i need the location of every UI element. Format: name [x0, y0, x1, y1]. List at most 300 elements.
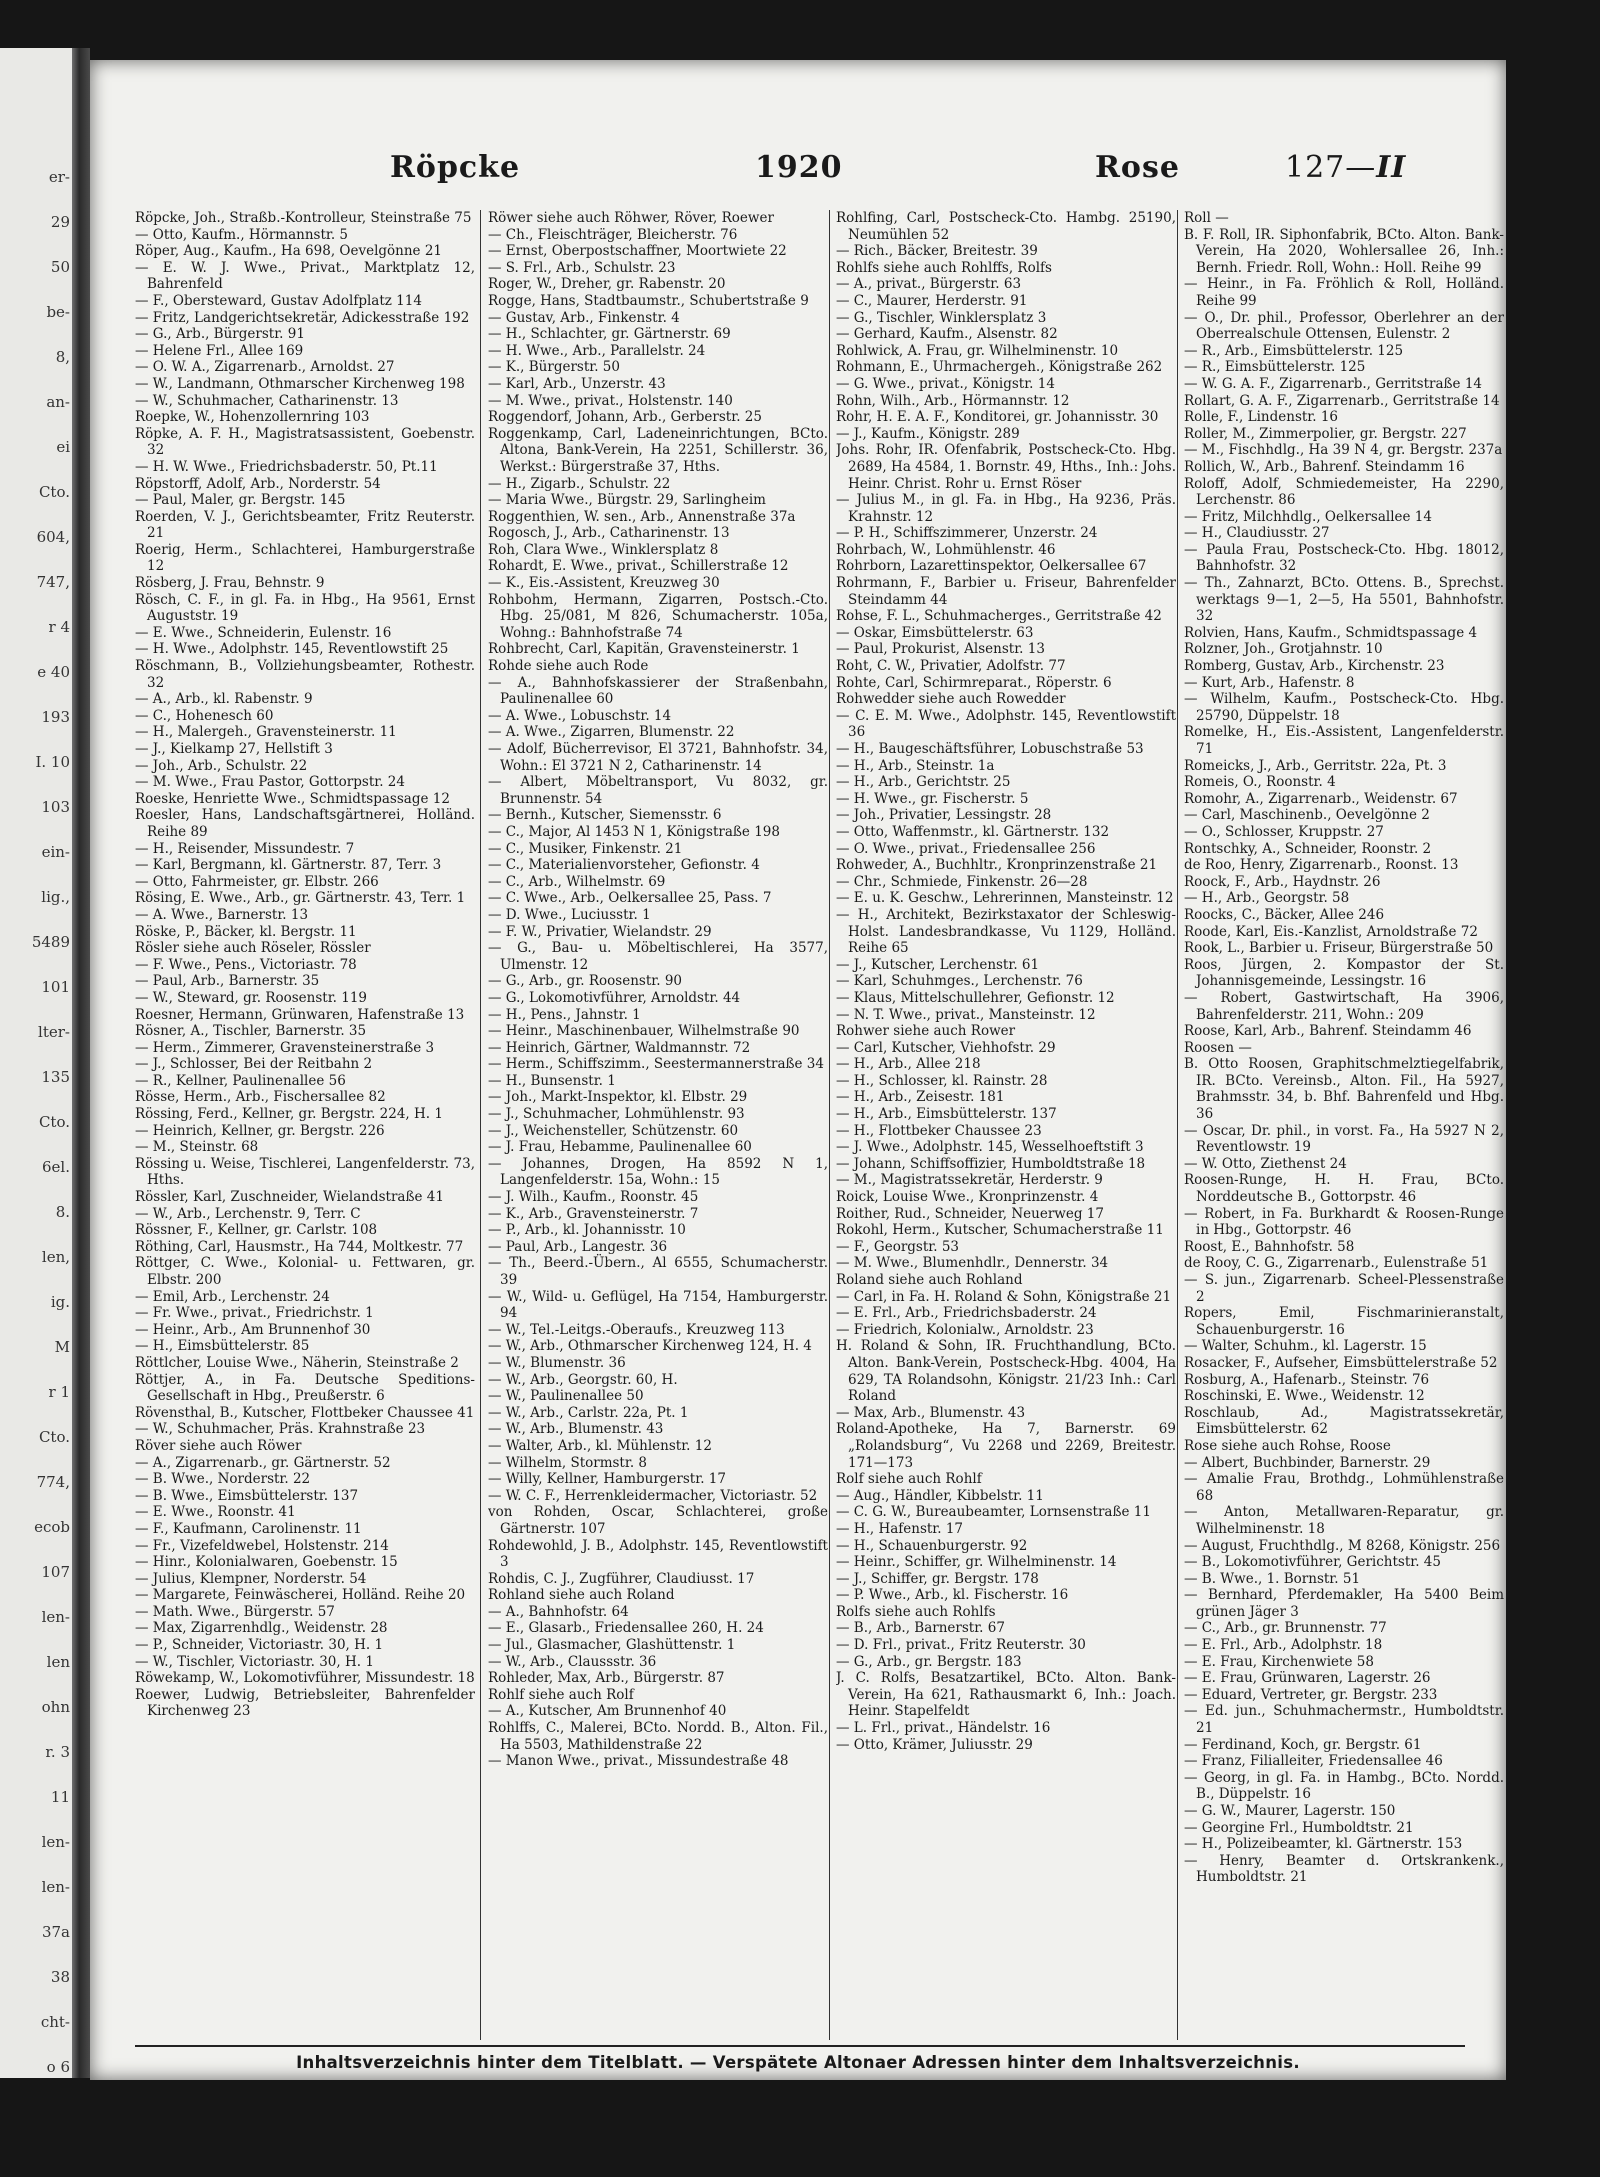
previous-page-fragment: len- — [41, 1608, 70, 1626]
directory-entry: — S. jun., Zigarrenarb. Scheel-Plessenstraße 2 — [1184, 1272, 1504, 1305]
directory-entry: — Joh., Markt-Inspektor, kl. Elbstr. 29 — [488, 1089, 748, 1106]
directory-entry: — A. Wwe., Lobuschstr. 14 — [488, 707, 672, 724]
column-2 — [488, 210, 828, 2050]
directory-entry: Romohr, A., Zigarrenarb., Weidenstr. 67 — [1184, 790, 1458, 807]
directory-entry: — Helene Frl., Allee 169 — [135, 342, 304, 359]
directory-entry: Rohardt, E. Wwe., privat., Schillerstraße 12 — [488, 558, 789, 575]
directory-entry: — H., Arb., Steinstr. 1a — [836, 757, 995, 774]
directory-entry: — D. Frl., privat., Fritz Reuterstr. 30 — [836, 1637, 1086, 1654]
directory-entry: — W., Blumenstr. 36 — [488, 1354, 626, 1371]
directory-entry: Roll — — [1184, 210, 1229, 226]
directory-entry: Rohrmann, F., Barbier u. Friseur, Bahrenfelder Steindamm 44 — [836, 575, 1176, 608]
previous-page-fragment: cht- — [40, 2013, 70, 2031]
directory-entry: — J., Schuhmacher, Lohmühlenstr. 93 — [488, 1106, 745, 1123]
directory-entry: Roerden, V. J., Gerichtsbeamter, Fritz Reuterstr. 21 — [135, 508, 475, 542]
header-year: 1920 — [755, 150, 843, 185]
previous-page-fragment: len- — [41, 1833, 70, 1851]
previous-page-fragment: Cto. — [38, 483, 70, 501]
directory-entry: Röwer siehe auch Röhwer, Röver, Roewer — [488, 210, 774, 226]
directory-entry: — H. Wwe., gr. Fischerstr. 5 — [836, 790, 1029, 807]
directory-entry: — E. u. K. Geschw., Lehrerinnen, Mansteinstr. 12 — [836, 890, 1174, 907]
directory-entry: — Otto, Waffenmstr., kl. Gärtnerstr. 132 — [836, 823, 1110, 840]
directory-entry: Roller, M., Zimmerpolier, gr. Bergstr. 227 — [1184, 425, 1467, 442]
directory-entry: — A., Arb., kl. Rabenstr. 9 — [135, 691, 313, 708]
directory-entry: Romberg, Gustav, Arb., Kirchenstr. 23 — [1184, 658, 1445, 675]
directory-entry: — Franz, Filialleiter, Friedensallee 46 — [1184, 1753, 1443, 1770]
directory-entry: Roos, Jürgen, 2. Kompastor der St. Johannisgemeinde, Lessingstr. 16 — [1184, 956, 1504, 990]
directory-entry: — H., Bunsenstr. 1 — [488, 1072, 616, 1089]
directory-entry: — F., Kaufmann, Carolinenstr. 11 — [135, 1520, 362, 1537]
directory-entry: — W., Steward, gr. Roosenstr. 119 — [135, 989, 368, 1006]
directory-entry: Roh, Clara Wwe., Winklersplatz 8 — [488, 541, 719, 558]
directory-entry: Rolfs siehe auch Rohlfs — [836, 1603, 996, 1620]
directory-entry: — C., Maurer, Herderstr. 91 — [836, 292, 1028, 309]
directory-entry: — Julius M., in gl. Fa. in Hbg., Ha 9236, Präs. Krahnstr. 12 — [836, 492, 1176, 525]
directory-entry: — Henry, Beamter d. Ortskrankenk., Humboldtstr. 21 — [1184, 1852, 1504, 1886]
directory-entry: Roesler, Hans, Landschaftsgärtnerei, Holländ. Reihe 89 — [135, 807, 475, 840]
directory-entry: Rook, L., Barbier u. Friseur, Bürgerstraße 50 — [1184, 940, 1494, 957]
previous-page-fragment: I. 10 — [35, 753, 70, 771]
directory-entry: — Georg, in gl. Fa. in Hambg., BCto. Nordd. B., Düppelstr. 16 — [1184, 1769, 1504, 1803]
directory-entry: Rohte, Carl, Schirmreparat., Röperstr. 6 — [836, 674, 1112, 691]
directory-entry: — Johann, Schiffsoffizier, Humboldtstraße 18 — [836, 1155, 1146, 1172]
directory-entry: — P. H., Schiffszimmerer, Unzerstr. 24 — [836, 525, 1098, 542]
directory-entry: — Fritz, Landgerichtsekretär, Adickesstraße 192 — [135, 309, 470, 326]
previous-page-fragment: e 40 — [37, 663, 70, 681]
directory-entry: — E. Frl., Arb., Friedrichsbaderstr. 24 — [836, 1305, 1097, 1322]
directory-entry: Rohrbach, W., Lohmühlenstr. 46 — [836, 541, 1056, 558]
previous-page-fragment: r 4 — [48, 618, 70, 636]
previous-page-fragment: Cto. — [38, 1428, 70, 1446]
directory-entry: Röschmann, B., Vollziehungsbeamter, Rothestr. 32 — [135, 658, 475, 691]
directory-entry: — H., Schlachter, gr. Gärtnerstr. 69 — [488, 326, 731, 343]
directory-entry: — Bernhard, Pferdemakler, Ha 5400 Beim grünen Jäger 3 — [1184, 1587, 1504, 1620]
directory-entry: — Aug., Händler, Kibbelstr. 11 — [836, 1487, 1044, 1504]
directory-entry: — F., Obersteward, Gustav Adolfplatz 114 — [135, 292, 422, 309]
directory-entry: Rohlf siehe auch Rolf — [488, 1686, 634, 1703]
directory-entry: — Th., Beerd.-Übern., Al 6555, Schumacherstr. 39 — [488, 1255, 828, 1288]
directory-entry: — Georgine Frl., Humboldtstr. 21 — [1184, 1819, 1414, 1836]
directory-entry: — Wilhelm, Stormstr. 8 — [488, 1454, 648, 1471]
directory-entry: Röwekamp, W., Lokomotivführer, Missundestr. 18 — [135, 1670, 475, 1687]
previous-page-fragment: 8, — [55, 348, 70, 366]
directory-entry: — Fr., Vizefeldwebel, Holstenstr. 214 — [135, 1537, 389, 1554]
previous-page-fragment: 6el. — [42, 1158, 70, 1176]
directory-entry: — H., Flottbeker Chaussee 23 — [836, 1122, 1042, 1139]
directory-entry: — E. W. J. Wwe., Privat., Marktplatz 12, Bahrenfeld — [135, 259, 475, 293]
directory-entry: — Heinr., Arb., Am Brunnenhof 30 — [135, 1321, 371, 1338]
directory-entry: — W., Tischler, Victoriastr. 30, H. 1 — [135, 1653, 374, 1670]
previous-page-fragment: o 6 — [46, 2058, 70, 2076]
previous-page-fragment: 29 — [50, 213, 70, 231]
previous-page-fragment: lter- — [38, 1023, 70, 1041]
directory-entry: — F. Wwe., Pens., Victoriastr. 78 — [135, 956, 357, 973]
directory-entry: — Friedrich, Kolonialw., Arnoldstr. 23 — [836, 1321, 1094, 1338]
directory-entry: Roggenkamp, Carl, Ladeneinrichtungen, BCto. Altona, Bank-Verein, Ha 2251, Schillerstr. 36, Werkst.: Bürgerstraße 37, Hths. — [488, 425, 828, 475]
directory-entry: Rössler, Karl, Zuschneider, Wielandstraße 41 — [135, 1189, 444, 1206]
directory-entry: Roode, Karl, Eis.-Kanzlist, Arnoldstraße 72 — [1184, 923, 1478, 940]
directory-entry: Röver siehe auch Röwer — [135, 1437, 302, 1454]
directory-entry: — Robert, Gastwirtschaft, Ha 3906, Bahrenfelderstr. 211, Wohn.: 209 — [1184, 989, 1504, 1023]
directory-entry: — J. Wilh., Kaufm., Roonstr. 45 — [488, 1189, 699, 1206]
directory-entry: Romeis, O., Roonstr. 4 — [1184, 774, 1336, 791]
directory-entry: — M. Wwe., Blumenhdlr., Dennerstr. 34 — [836, 1255, 1109, 1272]
previous-page-fragment: 101 — [41, 978, 70, 996]
previous-page-fragment: ohn — [41, 1698, 70, 1716]
directory-entry: — A., Zigarrenarb., gr. Gärtnerstr. 52 — [135, 1454, 391, 1471]
directory-entry: — Karl, Bergmann, kl. Gärtnerstr. 87, Terr. 3 — [135, 857, 442, 874]
directory-entry: — Herm., Schiffszimm., Seestermannerstraße 34 — [488, 1056, 824, 1073]
directory-entry: — H. W. Wwe., Friedrichsbaderstr. 50, Pt.11 — [135, 458, 438, 475]
directory-entry: Roosen-Runge, H. H. Frau, BCto. Norddeutsche B., Gottorpstr. 46 — [1184, 1172, 1504, 1206]
directory-entry: Röttger, C. Wwe., Kolonial- u. Fettwaren, gr. Elbstr. 200 — [135, 1255, 475, 1288]
directory-entry: Rohbrecht, Carl, Kapitän, Gravensteinerstr. 1 — [488, 641, 800, 658]
directory-entry: Roeske, Henriette Wwe., Schmidtspassage 12 — [135, 790, 450, 807]
directory-entry: — G., Tischler, Winklersplatz 3 — [836, 309, 1047, 326]
previous-page-fragment: 8. — [55, 1203, 70, 1221]
previous-page-edge — [0, 48, 72, 2078]
directory-entry: — Ferdinand, Koch, gr. Bergstr. 61 — [1184, 1736, 1422, 1753]
directory-entry: Röpke, A. F. H., Magistratsassistent, Goebenstr. 32 — [135, 425, 475, 459]
directory-entry: — Oskar, Eimsbüttelerstr. 63 — [836, 624, 1034, 641]
directory-entry: — Robert, in Fa. Burkhardt & Roosen-Runge in Hbg., Gottorpstr. 46 — [1184, 1205, 1504, 1239]
directory-entry: — H., Malergeh., Gravensteinerstr. 11 — [135, 724, 397, 741]
directory-entry: — M. Wwe., privat., Holstenstr. 140 — [488, 392, 733, 409]
directory-entry: — W. Otto, Ziethenst 24 — [1184, 1155, 1347, 1172]
directory-entry: — B. Wwe., Norderstr. 22 — [135, 1471, 311, 1488]
directory-entry: — H., Zigarb., Schulstr. 22 — [488, 475, 671, 492]
directory-entry: — H., Arb., Eimsbüttelerstr. 137 — [836, 1106, 1057, 1123]
directory-entry: — E., Glasarb., Friedensallee 260, H. 24 — [488, 1620, 764, 1637]
directory-entry: — Joh., Privatier, Lessingstr. 28 — [836, 807, 1052, 824]
directory-entry: Roschinski, E. Wwe., Weidenstr. 12 — [1184, 1388, 1425, 1405]
directory-entry: — Amalie Frau, Brothdg., Lohmühlenstraße 68 — [1184, 1471, 1504, 1504]
previous-page-fragment: 37a — [41, 1923, 70, 1941]
directory-entry: — G., Bau- u. Möbeltischlerei, Ha 3577, Ulmenstr. 12 — [488, 940, 828, 973]
directory-entry: — C., Arb., Wilhelmstr. 69 — [488, 873, 666, 890]
directory-entry: — H., Architekt, Bezirkstaxator der Schleswig-Holst. Landesbrandkasse, Vu 1129, Holländ. Reihe 65 — [836, 906, 1176, 957]
directory-entry: — Otto, Fahrmeister, gr. Elbstr. 266 — [135, 873, 379, 890]
directory-entry: — Albert, Buchbinder, Barnerstr. 29 — [1184, 1454, 1431, 1471]
directory-entry: — C., Materialienvorsteher, Gefionstr. 4 — [488, 857, 760, 874]
directory-entry: B. F. Roll, IR. Siphonfabrik, BCto. Alton. Bank-Verein, Ha 2020, Wohlersallee 26, Inh.: Bernh. Friedr. Roll, Wohn.: Holl. Reihe 99 — [1184, 226, 1504, 276]
directory-entry: — A., privat., Bürgerstr. 63 — [836, 276, 1022, 293]
directory-entry: — G., Lokomotivführer, Arnoldstr. 44 — [488, 989, 741, 1006]
page-footer: Inhaltsverzeichnis hinter dem Titelblatt. — Verspätete Altonaer Adressen hinter dem Inhaltsverzeichnis. — [296, 2053, 1300, 2072]
previous-page-fragment: 5489 — [31, 933, 70, 951]
directory-entry: — E. Wwe., Roonstr. 41 — [135, 1504, 296, 1521]
directory-entry: — H., Claudiusstr. 27 — [1184, 525, 1330, 542]
directory-entry: — E. Frau, Kirchenwiete 58 — [1184, 1653, 1374, 1670]
directory-entry: Rohse, F. L., Schuhmacherges., Gerritstraße 42 — [836, 608, 1162, 625]
previous-page-fragment: er- — [48, 168, 70, 186]
directory-entry: — O. Wwe., privat., Friedensallee 256 — [836, 840, 1096, 857]
directory-entry: — J., Kutscher, Lerchenstr. 61 — [836, 956, 1040, 973]
directory-entry: — W., Arb., Claussstr. 36 — [488, 1653, 657, 1670]
directory-entry: — W., Landmann, Othmarscher Kirchenweg 198 — [135, 375, 465, 392]
directory-entry: — Maria Wwe., Bürgstr. 29, Sarlingheim — [488, 492, 766, 509]
column-divider — [1177, 210, 1178, 2040]
directory-entry: Rolvien, Hans, Kaufm., Schmidtspassage 4 — [1184, 624, 1478, 641]
directory-entry: — A., Bahnhofstr. 64 — [488, 1603, 629, 1620]
directory-entry: Roither, Rud., Schneider, Neuerweg 17 — [836, 1205, 1104, 1222]
directory-entry: — H., Polizeibeamter, kl. Gärtnerstr. 153 — [1184, 1836, 1463, 1853]
directory-entry: — H., Arb., Gerichtstr. 25 — [836, 774, 1011, 791]
directory-entry: — Carl, in Fa. H. Roland & Sohn, Königstraße 21 — [836, 1288, 1172, 1305]
directory-entry: Roepke, W., Hohenzollernring 103 — [135, 409, 370, 426]
directory-entry: — Fr. Wwe., privat., Friedrichstr. 1 — [135, 1305, 374, 1322]
directory-entry: — C. Wwe., Arb., Oelkersallee 25, Pass. 7 — [488, 890, 772, 907]
column-1 — [135, 210, 475, 2050]
directory-entry: — H., Arb., Georgstr. 58 — [1184, 890, 1350, 907]
column-divider — [480, 210, 481, 2040]
directory-entry: — Math. Wwe., Bürgerstr. 57 — [135, 1603, 335, 1620]
directory-entry: — H. Wwe., Adolphstr. 145, Reventlowstift 25 — [135, 641, 449, 658]
previous-page-fragment: len, — [41, 1248, 70, 1266]
directory-entry: — W., Arb., Blumenstr. 43 — [488, 1421, 664, 1438]
directory-entry: — Heinr., Maschinenbauer, Wilhelmstraße 90 — [488, 1023, 800, 1040]
directory-entry: Roger, W., Dreher, gr. Rabenstr. 20 — [488, 276, 726, 293]
directory-entry: — G., Arb., gr. Roosenstr. 90 — [488, 973, 682, 990]
directory-entry: Roggendorf, Johann, Arb., Gerberstr. 25 — [488, 409, 762, 426]
directory-entry: Röske, P., Bäcker, kl. Bergstr. 11 — [135, 923, 357, 940]
header-last-name: Rose — [1095, 150, 1180, 185]
directory-entry: — Eduard, Vertreter, gr. Bergstr. 233 — [1184, 1686, 1438, 1703]
directory-entry: — C. G. W., Bureaubeamter, Lornsenstraße 11 — [836, 1504, 1151, 1521]
previous-page-fragment: ig. — [50, 1293, 70, 1311]
directory-entry: — R., Eimsbüttelerstr. 125 — [1184, 359, 1366, 376]
directory-entry: — Adolf, Bücherrevisor, El 3721, Bahnhofstr. 34, Wohn.: El 3721 N 2, Catharinenstr. 14 — [488, 741, 828, 774]
directory-entry: — Herm., Zimmerer, Gravensteinerstraße 3 — [135, 1039, 435, 1056]
directory-entry: — Paula Frau, Postscheck-Cto. Hbg. 18012, Bahnhofstr. 32 — [1184, 541, 1504, 575]
directory-entry: Ropers, Emil, Fischmarinieranstalt, Schauenburgerstr. 16 — [1184, 1305, 1504, 1338]
directory-entry: Rohlfs siehe auch Rohlffs, Rolfs — [836, 259, 1052, 276]
previous-page-fragment: r. 3 — [45, 1743, 70, 1761]
directory-entry: Roggenthien, W. sen., Arb., Annenstraße 37a — [488, 508, 796, 525]
directory-entry: Röpstorff, Adolf, Arb., Norderstr. 54 — [135, 475, 381, 492]
directory-entry: — Heinr., Schiffer, gr. Wilhelminenstr. 14 — [836, 1554, 1117, 1571]
previous-page-fragment: 107 — [41, 1563, 70, 1581]
directory-entry: — W., Arb., Carlstr. 22a, Pt. 1 — [488, 1404, 689, 1421]
previous-page-fragment: 747, — [36, 573, 70, 591]
directory-entry: — G. Wwe., privat., Königstr. 14 — [836, 375, 1055, 392]
directory-entry: Roland-Apotheke, Ha 7, Barnerstr. 69 „Rolandsburg“, Vu 2268 und 2269, Breitestr. 171—173 — [836, 1421, 1176, 1471]
previous-page-fragment: len- — [41, 1878, 70, 1896]
directory-entry: — A. Wwe., Barnerstr. 13 — [135, 906, 309, 923]
directory-entry: — W., Arb., Othmarscher Kirchenweg 124, H. 4 — [488, 1338, 812, 1355]
directory-entry: — Julius, Klempner, Norderstr. 54 — [135, 1570, 367, 1587]
directory-entry: Roock, F., Arb., Haydnstr. 26 — [1184, 873, 1381, 890]
directory-entry: Roose, Karl, Arb., Bahrenf. Steindamm 46 — [1184, 1023, 1472, 1040]
directory-entry: — W., Wild- u. Geflügel, Ha 7154, Hamburgerstr. 94 — [488, 1288, 828, 1322]
directory-entry: Rohbohm, Hermann, Zigarren, Postsch.-Cto. Hbg. 25/081, M 826, Schumacherstr. 105a, Wohng.: Bahnhofstraße 74 — [488, 591, 828, 641]
directory-entry: — H., Eimsbüttelerstr. 85 — [135, 1338, 310, 1355]
directory-entry: — M., Magistratssekretär, Herderstr. 9 — [836, 1172, 1103, 1189]
directory-entry: Rontschky, A., Schneider, Roonstr. 2 — [1184, 840, 1432, 857]
directory-entry: — Heinrich, Kellner, gr. Bergstr. 226 — [135, 1122, 385, 1139]
directory-entry: — A., Bahnhofskassierer der Straßenbahn, Paulinenallee 60 — [488, 674, 828, 708]
directory-entry: Rösing, E. Wwe., Arb., gr. Gärtnerstr. 43, Terr. 1 — [135, 890, 466, 907]
directory-entry: — W. G. A. F., Zigarrenarb., Gerritstraße 14 — [1184, 375, 1482, 392]
previous-page-fragment: 50 — [50, 258, 70, 276]
directory-entry: — K., Eis.-Assistent, Kreuzweg 30 — [488, 575, 720, 592]
directory-entry: — W., Schuhmacher, Catharinenstr. 13 — [135, 392, 399, 409]
column-3 — [836, 210, 1176, 2050]
directory-entry: Rolf siehe auch Rohlf — [836, 1471, 982, 1488]
previous-page-fragment: 103 — [41, 798, 70, 816]
directory-entry: Rohdis, C. J., Zugführer, Claudiusst. 17 — [488, 1570, 755, 1587]
directory-entry: Rolle, F., Lindenstr. 16 — [1184, 409, 1339, 426]
directory-entry: — Karl, Schuhmges., Lerchenstr. 76 — [836, 973, 1083, 990]
directory-entry: Rosacker, F., Aufseher, Eimsbüttelerstraße 52 — [1184, 1354, 1498, 1371]
directory-entry: — E. Wwe., Schneiderin, Eulenstr. 16 — [135, 624, 392, 641]
directory-entry: — H., Schauenburgerstr. 92 — [836, 1537, 1028, 1554]
directory-entry: Rohde siehe auch Rode — [488, 658, 649, 675]
directory-entry: — M., Fischhdlg., Ha 39 N 4, gr. Bergstr. 237a — [1184, 442, 1503, 459]
directory-entry: — Ernst, Oberpostschaffner, Moortwiete 22 — [488, 243, 787, 260]
directory-entry: — A. Wwe., Zigarren, Blumenstr. 22 — [488, 724, 735, 741]
directory-entry: — Margarete, Feinwäscherei, Holländ. Reihe 20 — [135, 1587, 466, 1604]
previous-page-fragment: 135 — [41, 1068, 70, 1086]
column-divider — [829, 210, 830, 2040]
directory-entry: — B. Wwe., Eimsbüttelerstr. 137 — [135, 1487, 359, 1504]
page-number: 127—II — [1285, 150, 1407, 185]
directory-entry: Romeicks, J., Arb., Gerritstr. 22a, Pt. 3 — [1184, 757, 1447, 774]
previous-page-fragment: an- — [46, 393, 70, 411]
directory-entry: — B., Arb., Barnerstr. 67 — [836, 1620, 1005, 1637]
directory-entry: — P., Schneider, Victoriastr. 30, H. 1 — [135, 1637, 384, 1654]
directory-entry: — K., Bürgerstr. 50 — [488, 359, 620, 376]
page-header — [90, 60, 1506, 210]
directory-entry: — Oscar, Dr. phil., in vorst. Fa., Ha 5927 N 2, Reventlowstr. 19 — [1184, 1122, 1504, 1156]
directory-entry: Rohr, H. E. A. F., Konditorei, gr. Johannisstr. 30 — [836, 409, 1159, 426]
directory-entry: — Otto, Kaufm., Hörmannstr. 5 — [135, 226, 349, 243]
directory-entry: Rösner, A., Tischler, Barnerstr. 35 — [135, 1023, 367, 1040]
directory-entry: — C., Major, Al 1453 N 1, Königstraße 198 — [488, 823, 780, 840]
directory-entry: — C., Musiker, Finkenstr. 21 — [488, 840, 683, 857]
directory-entry: — C. E. M. Wwe., Adolphstr. 145, Reventlowstift 36 — [836, 707, 1176, 741]
directory-entry: Röper, Aug., Kaufm., Ha 698, Oevelgönne 21 — [135, 243, 443, 260]
previous-page-fragment: Cto. — [38, 1113, 70, 1131]
directory-entry: — G., Arb., gr. Bergstr. 183 — [836, 1653, 1022, 1670]
previous-page-fragment: 774, — [36, 1473, 70, 1491]
directory-entry: Rössing u. Weise, Tischlerei, Langenfelderstr. 73, Hths. — [135, 1155, 475, 1189]
directory-entry: — A., Kutscher, Am Brunnenhof 40 — [488, 1703, 727, 1720]
directory-entry: Rohlffs, C., Malerei, BCto. Nordd. B., Alton. Fil., Ha 5503, Mathildenstraße 22 — [488, 1720, 828, 1753]
directory-entry: — G. W., Maurer, Lagerstr. 150 — [1184, 1803, 1396, 1819]
previous-page-fragment: 38 — [50, 1968, 70, 1986]
previous-page-fragment: r 1 — [48, 1383, 70, 1401]
directory-entry: — Otto, Krämer, Juliusstr. 29 — [836, 1736, 1033, 1753]
directory-entry: von Rohden, Oscar, Schlachterei, große Gärtnerstr. 107 — [488, 1504, 828, 1537]
directory-entry: Rohwer siehe auch Rower — [836, 1023, 1016, 1040]
directory-entry: — R., Kellner, Paulinenallee 56 — [135, 1072, 346, 1089]
directory-entry: — Max, Zigarrenhdlg., Weidenstr. 28 — [135, 1620, 388, 1637]
previous-page-fragment: ein- — [41, 843, 70, 861]
directory-entry: — B., Lokomotivführer, Gerichtstr. 45 — [1184, 1554, 1441, 1571]
directory-entry: — F. W., Privatier, Wielandstr. 29 — [488, 923, 712, 940]
directory-entry: — Manon Wwe., privat., Missundestraße 48 — [488, 1753, 789, 1770]
directory-entry: Rösch, C. F., in gl. Fa. in Hbg., Ha 9561, Ernst Auguststr. 19 — [135, 591, 475, 625]
directory-entry: Roesner, Hermann, Grünwaren, Hafenstraße 13 — [135, 1006, 465, 1023]
directory-entry: Roosen — — [1184, 1039, 1252, 1056]
header-first-name: Röpcke — [390, 150, 521, 185]
directory-entry: — Albert, Möbeltransport, Vu 8032, gr. Brunnenstr. 54 — [488, 774, 828, 807]
directory-entry: Roland siehe auch Rohland — [836, 1272, 1023, 1288]
directory-entry: — Heinrich, Gärtner, Waldmannstr. 72 — [488, 1039, 751, 1056]
directory-entry: H. Roland & Sohn, IR. Fruchthandlung, BCto. Alton. Bank-Verein, Postscheck-Hbg. 4004, Ha 629, TA Rolandsohn, Königstr. 21/23 Inh.: Carl Roland — [836, 1338, 1176, 1405]
directory-entry: Rösler siehe auch Röseler, Rössler — [135, 940, 371, 957]
directory-entry: — G., Arb., Bürgerstr. 91 — [135, 326, 305, 343]
directory-entry: — J., Schiffer, gr. Bergstr. 178 — [836, 1570, 1039, 1587]
directory-entry: — K., Arb., Gravensteinerstr. 7 — [488, 1205, 699, 1222]
directory-entry: — Walter, Schuhm., kl. Lagerstr. 15 — [1184, 1338, 1427, 1355]
directory-entry: — Johannes, Drogen, Ha 8592 N 1, Langenfelderstr. 15a, Wohn.: 15 — [488, 1155, 828, 1189]
directory-entry: J. C. Rolfs, Besatzartikel, BCto. Alton. Bank-Verein, Ha 621, Rathausmarkt 6, Inh.: Joach. Heinr. Stapelfeldt — [836, 1670, 1176, 1720]
directory-entry: — Paul, Arb., Barnerstr. 35 — [135, 973, 320, 990]
directory-entry: — Jul., Glasmacher, Glashüttenstr. 1 — [488, 1637, 736, 1654]
directory-entry: Rösse, Herm., Arb., Fischersallee 82 — [135, 1089, 386, 1106]
directory-entry: Rollart, G. A. F., Zigarrenarb., Gerritstraße 14 — [1184, 392, 1500, 409]
directory-entry: Rohwedder siehe auch Rowedder — [836, 691, 1066, 708]
directory-entry: Rogge, Hans, Stadtbaumstr., Schubertstraße 9 — [488, 292, 809, 309]
directory-entry: — H. Wwe., Arb., Parallelstr. 24 — [488, 342, 706, 359]
directory-entry: — Chr., Schmiede, Finkenstr. 26—28 — [836, 873, 1088, 890]
directory-entry: — O., Schlosser, Kruppstr. 27 — [1184, 823, 1384, 840]
directory-entry: — H., Hafenstr. 17 — [836, 1520, 964, 1537]
directory-entry: — J. Wwe., Adolphstr. 145, Wesselhoeftstift 3 — [836, 1139, 1144, 1156]
directory-entry: Rohrborn, Lazarettinspektor, Oelkersallee 67 — [836, 558, 1147, 575]
directory-page — [90, 60, 1506, 2080]
directory-entry: — D. Wwe., Luciusstr. 1 — [488, 906, 651, 923]
directory-entry: Rohdewohld, J. B., Adolphstr. 145, Reventlowstift 3 — [488, 1537, 828, 1571]
directory-entry: — Hinr., Kolonialwaren, Goebenstr. 15 — [135, 1554, 398, 1571]
directory-entry: — W., Arb., Lerchenstr. 9, Terr. C — [135, 1205, 361, 1222]
directory-entry: — J., Weichensteller, Schützenstr. 60 — [488, 1122, 739, 1139]
directory-entry: — Th., Zahnarzt, BCto. Ottens. B., Sprechst. werktags 9—1, 2—5, Ha 5501, Bahnhofstr. 32 — [1184, 575, 1504, 625]
directory-entry: — August, Fruchthdlg., M 8268, Königstr. 256 — [1184, 1537, 1501, 1554]
directory-entry: — Gustav, Arb., Finkenstr. 4 — [488, 309, 680, 326]
directory-entry: — W., Tel.-Leitgs.-Oberaufs., Kreuzweg 113 — [488, 1321, 785, 1338]
directory-entry: Rolzner, Joh., Grotjahnstr. 10 — [1184, 641, 1383, 658]
directory-entry: — Karl, Arb., Unzerstr. 43 — [488, 375, 666, 392]
directory-entry: — M. Wwe., Frau Pastor, Gottorpstr. 24 — [135, 774, 405, 791]
directory-entry: — P., Arb., kl. Johannisstr. 10 — [488, 1222, 686, 1239]
directory-entry: — J. Frau, Hebamme, Paulinenallee 60 — [488, 1139, 752, 1156]
directory-entry: — J., Kielkamp 27, Hellstift 3 — [135, 741, 333, 757]
directory-entry: — H., Pens., Jahnstr. 1 — [488, 1006, 641, 1023]
directory-entry: Roewer, Ludwig, Betriebsleiter, Bahrenfelder Kirchenweg 23 — [135, 1686, 475, 1720]
previous-page-fragment: 11 — [50, 1788, 70, 1806]
directory-entry: Röttlcher, Louise Wwe., Näherin, Steinstraße 2 — [135, 1354, 459, 1371]
directory-entry: Rollich, W., Arb., Bahrenf. Steindamm 16 — [1184, 458, 1465, 475]
directory-entry: — Wilhelm, Kaufm., Postscheck-Cto. Hbg. 25790, Düppelstr. 18 — [1184, 691, 1504, 724]
column-4 — [1184, 210, 1504, 2050]
directory-entry: — W., Arb., Georgstr. 60, H. — [488, 1371, 678, 1388]
directory-entry: — W., Paulinenallee 50 — [488, 1388, 644, 1405]
directory-entry: — L. Frl., privat., Händelstr. 16 — [836, 1720, 1051, 1737]
directory-entry: — Paul, Prokurist, Alsenstr. 13 — [836, 641, 1045, 658]
directory-entry: de Roo, Henry, Zigarrenarb., Roonst. 13 — [1184, 857, 1459, 874]
directory-entry: Rosburg, A., Hafenarb., Steinstr. 76 — [1184, 1371, 1430, 1388]
directory-entry: — Kurt, Arb., Hafenstr. 8 — [1184, 674, 1355, 691]
previous-page-fragment: 604, — [36, 528, 70, 546]
directory-entry: — Paul, Arb., Langestr. 36 — [488, 1238, 668, 1255]
directory-entry: Roerig, Herm., Schlachterei, Hamburgerstraße 12 — [135, 541, 475, 575]
previous-page-fragment: ecob — [34, 1518, 70, 1536]
directory-entry: — H., Arb., Zeisestr. 181 — [836, 1089, 1005, 1106]
directory-entry: Rohland siehe auch Roland — [488, 1587, 675, 1604]
